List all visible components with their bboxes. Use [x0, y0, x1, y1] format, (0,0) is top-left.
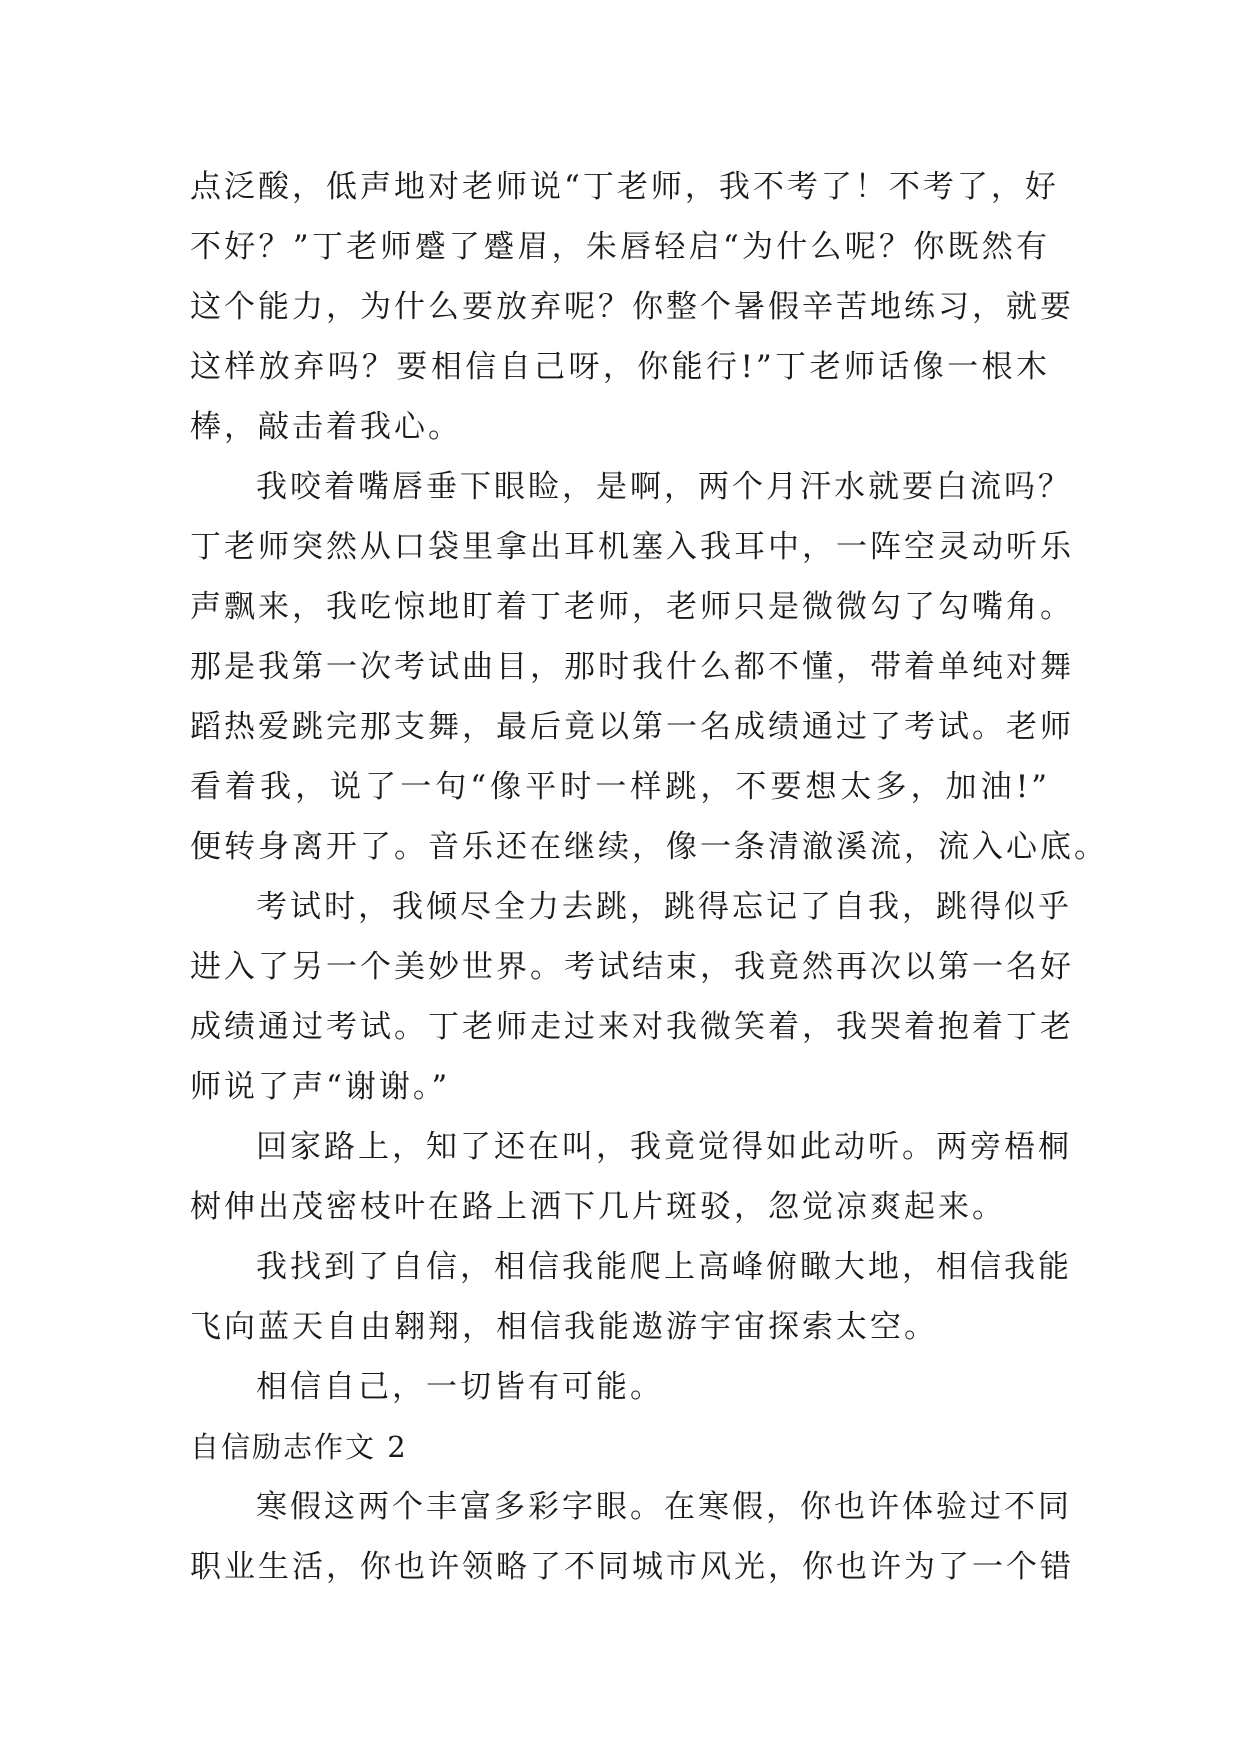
text-line: 点泛酸，低声地对老师说“丁老师，我不考了！不考了，好 — [190, 169, 1059, 205]
text-line: 进入了另一个美妙世界。考试结束，我竟然再次以第一名好 — [190, 949, 1074, 985]
text-line: 师说了声“谢谢。” — [190, 1069, 451, 1105]
section-heading: 自信励志作文 2 — [190, 1430, 408, 1464]
text-line: 寒假这两个丰富多彩字眼。在寒假，你也许体验过不同 — [256, 1489, 1072, 1525]
document-body — [190, 157, 1108, 1597]
text-line: 回家路上，知了还在叫，我竟觉得如此动听。两旁梧桐 — [256, 1129, 1072, 1165]
text-line: 这样放弃吗？要相信自己呀，你能行!”丁老师话像一根木 — [190, 349, 1050, 385]
text-line: 成绩通过考试。丁老师走过来对我微笑着，我哭着抱着丁老 — [190, 1009, 1074, 1045]
text-line: 我咬着嘴唇垂下眼睑，是啊，两个月汗水就要白流吗？ — [256, 469, 1072, 505]
text-line: 考试时，我倾尽全力去跳，跳得忘记了自我，跳得似乎 — [256, 889, 1072, 925]
text-line: 棒，敲击着我心。 — [190, 409, 462, 445]
text-line: 丁老师突然从口袋里拿出耳机塞入我耳中，一阵空灵动听乐 — [190, 529, 1074, 565]
text-line: 我找到了自信，相信我能爬上高峰俯瞰大地，相信我能 — [256, 1249, 1072, 1285]
text-line: 职业生活，你也许领略了不同城市风光，你也许为了一个错 — [190, 1549, 1074, 1585]
text-line: 便转身离开了。音乐还在继续，像一条清澈溪流，流入心底。 — [190, 829, 1108, 865]
text-line: 看着我，说了一句“像平时一样跳，不要想太多，加油!” — [190, 769, 1050, 805]
text-line: 这个能力，为什么要放弃呢？你整个暑假辛苦地练习，就要 — [190, 289, 1074, 325]
text-line: 不好？”丁老师蹙了蹙眉，朱唇轻启“为什么呢？你既然有 — [190, 229, 1050, 265]
text-line: 相信自己，一切皆有可能。 — [256, 1369, 664, 1405]
text-line: 蹈热爱跳完那支舞，最后竟以第一名成绩通过了考试。老师 — [190, 709, 1074, 745]
text-line: 声飘来，我吃惊地盯着丁老师，老师只是微微勾了勾嘴角。 — [190, 589, 1074, 625]
text-line: 树伸出茂密枝叶在路上洒下几片斑驳，忽觉凉爽起来。 — [190, 1189, 1006, 1225]
text-line: 那是我第一次考试曲目，那时我什么都不懂，带着单纯对舞 — [190, 649, 1074, 685]
text-line: 飞向蓝天自由翱翔，相信我能遨游宇宙探索太空。 — [190, 1309, 938, 1345]
